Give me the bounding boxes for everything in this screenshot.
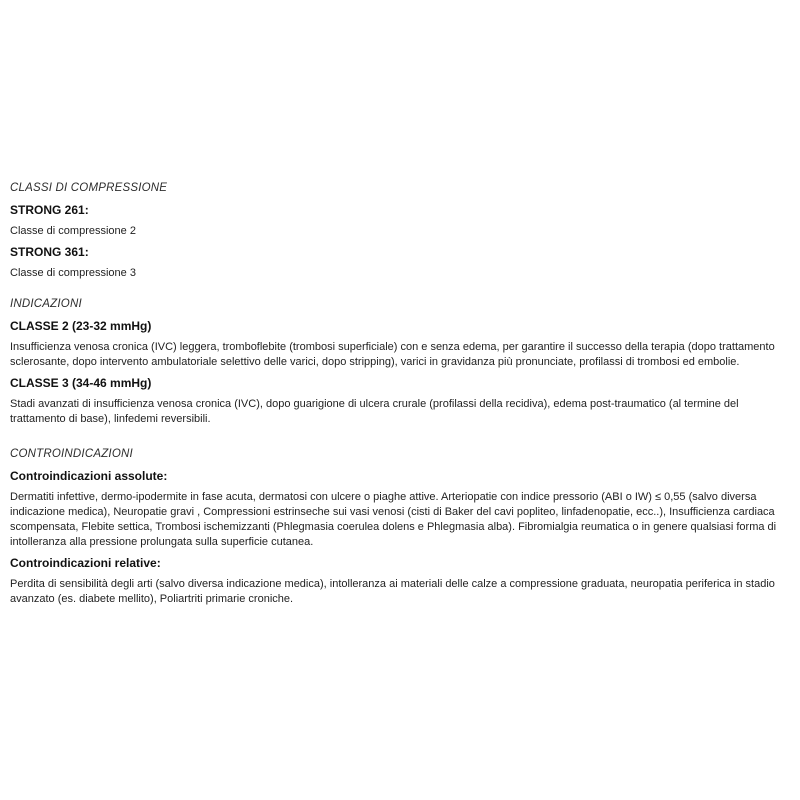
section-heading-indicazioni: INDICAZIONI xyxy=(10,298,82,310)
subheading-strong-261: STRONG 261: xyxy=(10,203,89,217)
subheading-strong-361: STRONG 361: xyxy=(10,245,89,259)
paragraph-strong-361-class: Classe di compressione 3 xyxy=(10,267,136,279)
paragraph-classe-2-indications: Insufficienza venosa cronica (IVC) leggera, tromboflebite (trombosi superficiale) con e senza edema, per garantire il successo della terapia (dopo trattamento sclerosante, dopo intervento ambulatoriale selettivo delle varici, dopo stripping), varici in gravidanza più pronunciate, profilassi di trombosi ed embolie. xyxy=(10,341,775,368)
section-heading-classi-di-compressione: CLASSI DI COMPRESSIONE xyxy=(10,182,168,194)
paragraph-controindicazioni-assolute: Dermatiti infettive, dermo-ipodermite in fase acuta, dermatosi con ulcere o piaghe attive. Arteriopatie con indice pressorio (ABI o IW) ≤ 0,55 (salvo diversa indicazione medica), Neuropatie gravi , Compressioni estrinseche sui vasi venosi (cisti di Baker del cavi popliteo, linfadenopatie, ecc..), Insufficienza cardiaca scompensata, Flebite settica, Trombosi ischemizzanti (Phlegmasia coerulea dolens e Phlegmasia alba). Fibromialgia reumatica o in genere qualsiasi forma di intolleranza alla pressione prolungata sulla superficie cutanea. xyxy=(10,491,777,548)
subheading-controindicazioni-relative: Controindicazioni relative: xyxy=(10,556,161,570)
paragraph-strong-261-class: Classe di compressione 2 xyxy=(10,225,136,237)
subheading-classe-3: CLASSE 3 (34-46 mmHg) xyxy=(10,376,152,390)
paragraph-classe-3-indications: Stadi avanzati di insufficienza venosa cronica (IVC), dopo guarigione di ulcera crurale (profilassi della recidiva), edema post-traumatico (al termine del trattamento di base), linfedemi reversibili. xyxy=(10,398,739,425)
subheading-controindicazioni-assolute: Controindicazioni assolute: xyxy=(10,469,168,483)
subheading-classe-2: CLASSE 2 (23-32 mmHg) xyxy=(10,319,152,333)
section-heading-controindicazioni: CONTROINDICAZIONI xyxy=(10,448,133,460)
section-controindicazioni xyxy=(10,447,790,607)
paragraph-controindicazioni-relative: Perdita di sensibilità degli arti (salvo diversa indicazione medica), intolleranza ai materiali delle calze a compressione graduata, neuropatia periferica in stadio avanzato (es. diabete mellito), Poliartriti primarie croniche. xyxy=(10,578,775,605)
section-classi-di-compressione xyxy=(10,181,790,281)
section-indicazioni xyxy=(10,297,790,427)
